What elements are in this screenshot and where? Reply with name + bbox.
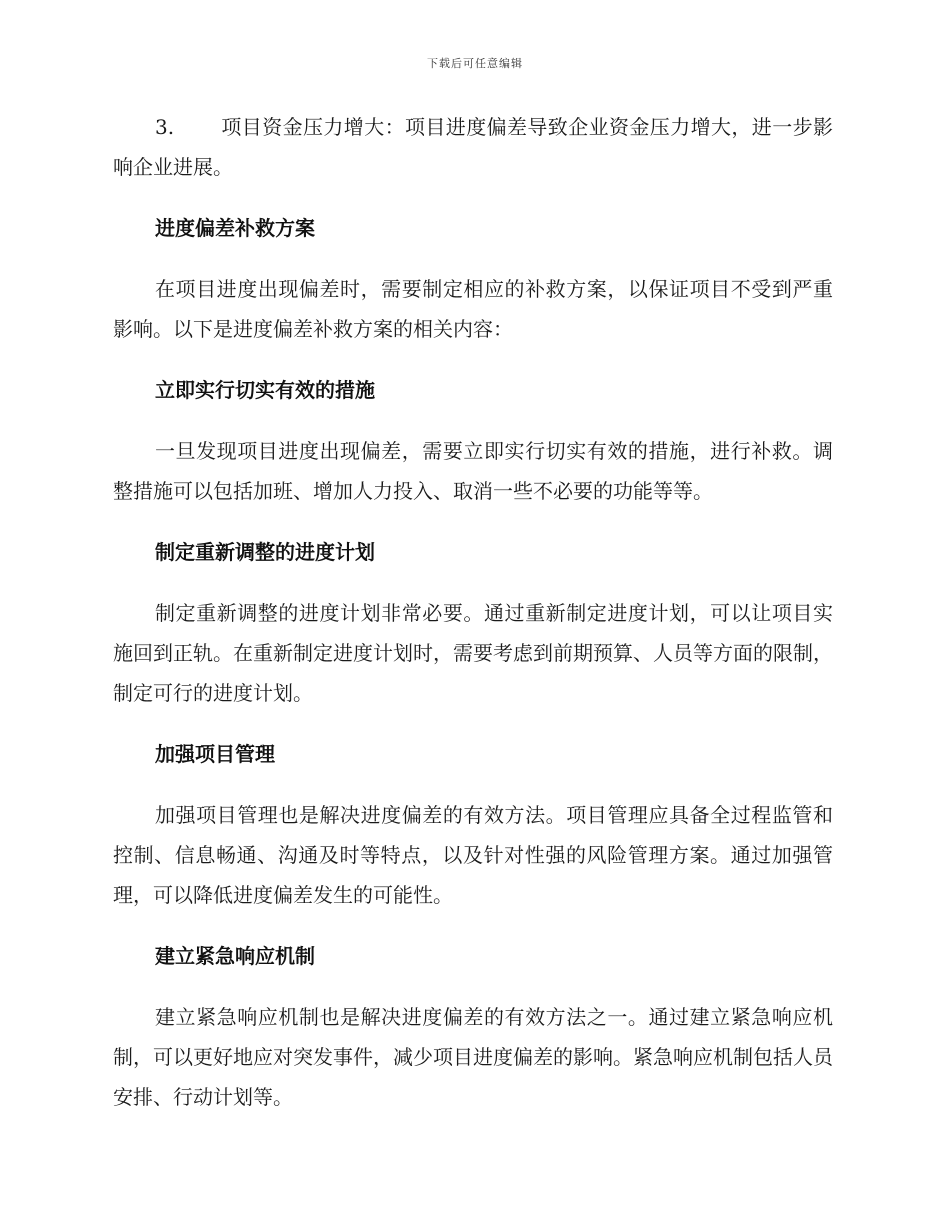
section-paragraph: 在项目进度出现偏差时，需要制定相应的补救方案，以保证项目不受到严重影响。以下是进度偏差补救方案的相关内容：	[113, 277, 833, 341]
list-item-number: 3.	[155, 115, 175, 139]
section-heading: 建立紧急响应机制	[155, 944, 315, 968]
document-body	[113, 107, 833, 1138]
section-heading: 立即实行切实有效的措施	[155, 378, 375, 402]
section-paragraph: 一旦发现项目进度出现偏差，需要立即实行切实有效的措施，进行补救。调整措施可以包括加班、增加人力投入、取消一些不必要的功能等等。	[113, 439, 833, 503]
list-item	[113, 107, 833, 187]
list-item-text: 项目资金压力增大：项目进度偏差导致企业资金压力增大，进一步影响企业进展。	[113, 115, 833, 179]
page-header: 下载后可任意编辑	[427, 57, 523, 70]
section-paragraph: 制定重新调整的进度计划非常必要。通过重新制定进度计划，可以让项目实施回到正轨。在重新制定进度计划时，需要考虑到前期预算、人员等方面的限制，制定可行的进度计划。	[113, 601, 833, 705]
section-paragraph: 建立紧急响应机制也是解决进度偏差的有效方法之一。通过建立紧急响应机制，可以更好地应对突发事件，减少项目进度偏差的影响。紧急响应机制包括人员安排、行动计划等。	[113, 1005, 833, 1109]
section-paragraph: 加强项目管理也是解决进度偏差的有效方法。项目管理应具备全过程监管和控制、信息畅通、沟通及时等特点，以及针对性强的风险管理方案。通过加强管理，可以降低进度偏差发生的可能性。	[113, 803, 833, 907]
section-heading: 加强项目管理	[155, 742, 275, 766]
section-heading: 制定重新调整的进度计划	[155, 540, 375, 564]
section-heading: 进度偏差补救方案	[155, 216, 315, 240]
